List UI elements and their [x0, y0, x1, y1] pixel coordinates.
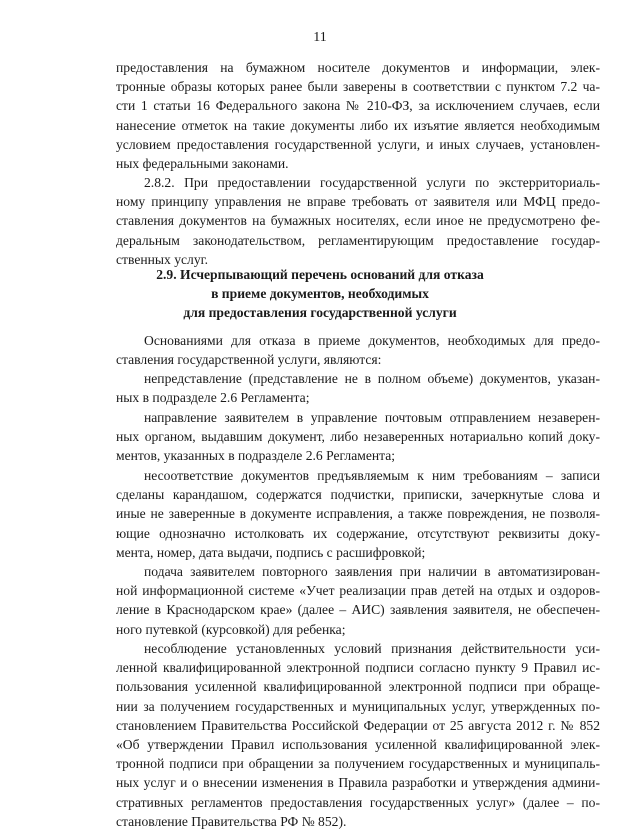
text-line: ление в Краснодарском крае» (далее – АИС) заявления заявителя, не обеспечен- — [116, 602, 600, 618]
text-line: «Об утверждении Правил использования усиленной квалифицированной элек- — [116, 736, 600, 752]
text-line: ленной квалифицированной электронной подписи согласно пункту 9 Правил ис- — [116, 660, 600, 676]
text-line: тронной подписи при обращении за получением государственных и муниципаль- — [116, 756, 600, 772]
text-line: нии за получением государственных и муниципальных услуг, утвержденных по- — [116, 698, 600, 714]
text-line: ставления документов на бумажных носителях, если иное не предусмотрено фе- — [116, 213, 600, 229]
paragraph-ground-nonsubmission — [116, 369, 600, 407]
text-line: ставления государственной услуги, являются: — [116, 352, 382, 368]
text-line: ментов, указанных в подразделе 2.6 Регламента; — [116, 448, 396, 464]
text-line: направление заявителем в управление почтовым отправлением незаверен- — [144, 410, 600, 425]
text-line: ных органом, выдавшим документ, либо незаверенных нотариально копий доку- — [116, 429, 600, 445]
text-line: нанесение отметок на такие документы либо их изъятие является необходимым — [116, 117, 600, 133]
paragraph-ground-repeat-application — [116, 562, 600, 639]
text-line: подача заявителем повторного заявления при наличии в автоматизирован- — [144, 564, 600, 579]
text-line: ственных услуг. — [116, 251, 209, 267]
text-line: сти 1 статьи 16 Федерального закона № 210-ФЗ, за исключением случаев, если — [116, 98, 600, 114]
paragraph-grounds-intro — [116, 331, 600, 369]
text-line: предоставления на бумажном носителе документов и информации, элек- — [116, 60, 600, 75]
paragraph-ground-noncompliance — [116, 466, 600, 562]
text-line: ному принципу управления не вправе требовать от заявителя или МФЦ предо- — [116, 194, 600, 210]
text-line: непредставление (представление не в полном объеме) документов, указан- — [144, 371, 600, 386]
text-line: деральным законодательством, регламентирующим предоставление государ- — [116, 232, 600, 248]
text-line: ного путевкой (курсовкой) для ребенка; — [116, 621, 346, 637]
text-line: становление Правительства РФ № 852). — [116, 813, 347, 829]
text-line: ных в подразделе 2.6 Регламента; — [116, 390, 310, 406]
paragraph-ground-uncertified-copies — [116, 408, 600, 466]
text-line: Основаниями для отказа в приеме документов, необходимых для предо- — [144, 333, 600, 348]
text-line: ных услуг и о внесении изменения в Правила разработки и утверждения админи- — [116, 775, 600, 791]
text-line: условием предоставления государственной услуги, и иных случаев, установлен- — [116, 136, 600, 152]
text-line: несоблюдение установленных условий признания действительности уси- — [144, 641, 600, 656]
text-line: 2.8.2. При предоставлении государственной услуги по экстерриториаль- — [144, 175, 600, 190]
text-line: стративных регламентов предоставления государственных услуг» (далее – по- — [116, 794, 600, 810]
paragraph-ground-signature — [116, 639, 600, 831]
text-line: ющие однозначно истолковать их содержание, отсутствуют реквизиты доку- — [116, 525, 600, 541]
heading-line: в приеме документов, необходимых — [211, 286, 429, 302]
section-heading-2-9 — [0, 265, 640, 323]
text-line: тронные образы которых ранее были заверены в соответствии с пунктом 7.2 ча- — [116, 79, 600, 95]
page-number: 11 — [313, 30, 327, 45]
text-line: иные не заверенные в документе исправления, а также повреждения, не позволя- — [116, 506, 600, 522]
heading-line: для предоставления государственной услуги — [183, 305, 457, 321]
text-line: мента, номер, дата выдачи, подпись с расшифровкой; — [116, 544, 426, 560]
text-line: ных федеральными законами. — [116, 155, 289, 171]
text-line: ной информационной системе «Учет реализации прав детей на отдых и оздоров- — [116, 583, 600, 599]
text-line: несоответствие документов предъявляемым к ним требованиям – записи — [144, 468, 600, 483]
heading-line: 2.9. Исчерпывающий перечень оснований для отказа — [156, 267, 484, 282]
text-line: становлением Правительства Российской Федерации от 25 августа 2012 г. № 852 — [116, 717, 600, 733]
text-line: сделаны карандашом, содержатся подчистки, приписки, зачеркнутые слова и — [116, 487, 600, 503]
paragraph-continuation — [116, 58, 600, 173]
paragraph-2-8-2 — [116, 173, 600, 269]
text-line: пользования усиленной квалифицированной электронной подписи при обраще- — [116, 679, 600, 695]
